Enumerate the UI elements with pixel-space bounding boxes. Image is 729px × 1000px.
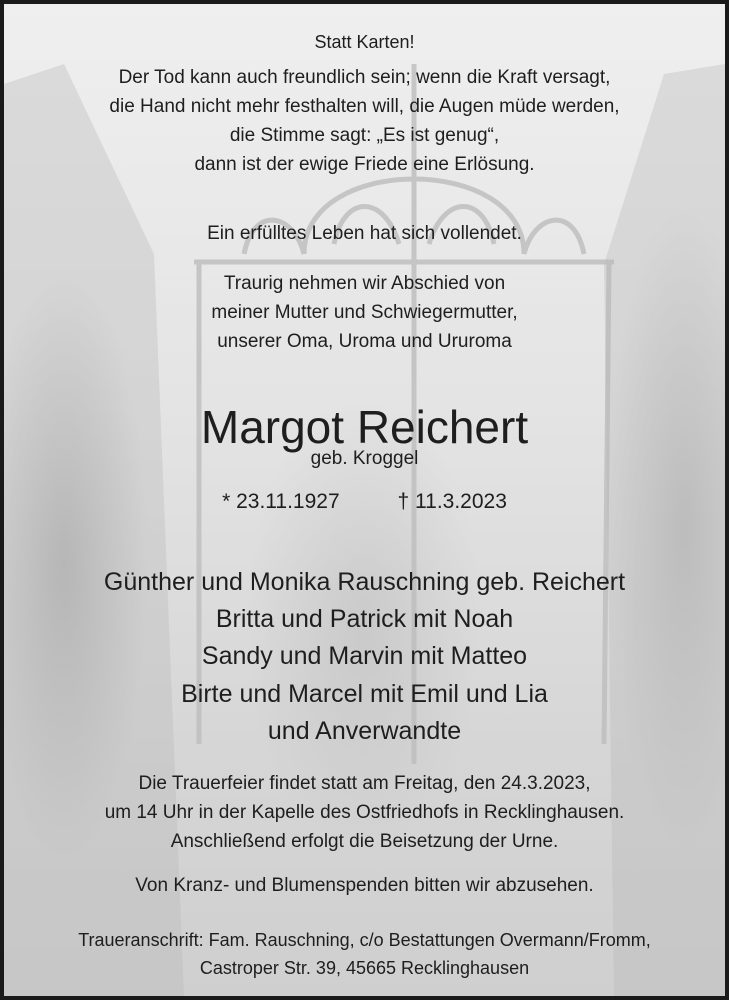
address-line: Traueranschrift: Fam. Rauschning, c/o Bestattungen Overmann/Fromm,: [78, 930, 651, 950]
life-dates: [4, 488, 725, 516]
poem-line: die Hand nicht mehr festhalten will, die Augen müde werden,: [109, 96, 620, 117]
death-date: † 11.3.2023: [397, 490, 507, 513]
address-line: Castroper Str. 39, 45665 Recklinghausen: [199, 958, 530, 978]
intro-line: Traurig nehmen wir Abschied von: [223, 273, 506, 294]
fulfilled-life-text: Ein erfülltes Leben hat sich vollendet.: [207, 223, 522, 244]
mourner-line: Birte und Marcel mit Emil und Lia: [181, 680, 548, 708]
poem-line: dann ist der ewige Friede eine Erlösung.: [194, 154, 535, 175]
mourner-line: und Anverwandte: [267, 717, 462, 745]
poem-line: Der Tod kann auch freundlich sein; wenn die Kraft versagt,: [118, 67, 611, 88]
flowers-note: Von Kranz- und Blumenspenden bitten wir abzusehen.: [135, 875, 594, 896]
mourner-line: Britta und Patrick mit Noah: [215, 605, 514, 633]
mourner-line: Sandy und Marvin mit Matteo: [201, 642, 528, 670]
intro-line: meiner Mutter und Schwiegermutter,: [211, 302, 518, 323]
obituary-card: [4, 4, 725, 996]
header-text: Statt Karten!: [314, 32, 415, 52]
intro-line: unserer Oma, Uroma und Ururoma: [217, 331, 512, 352]
ceremony-line: Anschließend erfolgt die Beisetzung der Urne.: [170, 831, 559, 852]
ceremony-line: um 14 Uhr in der Kapelle des Ostfriedhofs in Recklinghausen.: [104, 802, 625, 823]
mourner-line: Günther und Monika Rauschning geb. Reichert: [103, 568, 626, 596]
ceremony-line: Die Trauerfeier findet statt am Freitag, den 24.3.2023,: [138, 773, 591, 794]
birth-date: * 23.11.1927: [222, 490, 340, 513]
deceased-name: Margot Reichert: [200, 401, 529, 453]
poem-line: die Stimme sagt: „Es ist genug“,: [229, 125, 500, 146]
birth-name: geb. Kroggel: [310, 448, 419, 469]
